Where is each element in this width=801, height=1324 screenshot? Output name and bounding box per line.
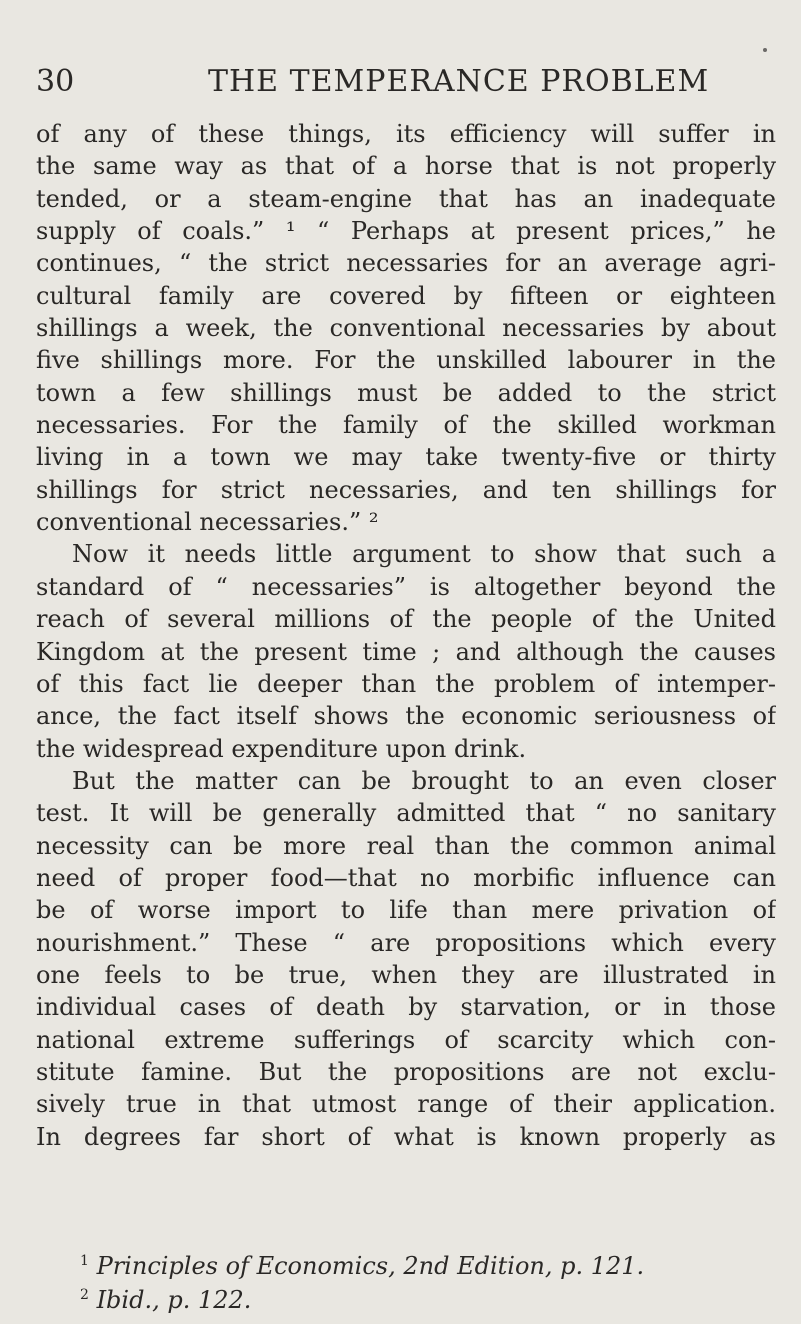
text-line: But the matter can be brought to an even closer (72, 766, 776, 795)
text-line: living in a town we may take twenty-five or thirty (36, 443, 776, 472)
text-line: tended, or a steam-engine that has an inadequate (36, 184, 776, 213)
footnotes (80, 1247, 760, 1315)
text-line: Now it needs little argument to show that such a (72, 540, 776, 569)
page-header (36, 62, 776, 102)
text-line: supply of coals.” ¹ “ Perhaps at present prices,” he (36, 217, 776, 246)
text-line: nourishment.” These “ are propositions which every (36, 928, 776, 957)
text-line: need of proper food—that no morbific influence can (36, 863, 776, 892)
footnote-text: Principles of Economics, 2nd Edition, p. 121. (96, 1252, 645, 1280)
text-line: of any of these things, its efficiency will suffer in (36, 120, 776, 148)
speck (763, 48, 767, 52)
text-line: one feels to be true, when they are illustrated in (36, 960, 776, 989)
body-text (36, 118, 776, 1153)
footnote (80, 1247, 760, 1281)
text-line: individual cases of death by starvation, or in those (36, 993, 776, 1022)
footnote-mark: 2 (80, 1287, 89, 1303)
text-line: necessity can be more real than the common animal (36, 831, 776, 860)
footnote-text: Ibid., p. 122. (96, 1286, 252, 1314)
text-line: In degrees far short of what is known properly as (36, 1122, 776, 1151)
text-line: standard of “ necessaries” is altogether beyond the (36, 572, 776, 601)
page-number: 30 (36, 64, 75, 99)
footnote-mark: 1 (80, 1253, 89, 1269)
text-line: national extreme sufferings of scarcity which con- (36, 1025, 776, 1054)
text-line: sively true in that utmost range of their application. (36, 1090, 776, 1119)
text-line: shillings a week, the conventional necessaries by about (36, 314, 776, 343)
footnote (80, 1281, 760, 1315)
text-line: be of worse import to life than mere privation of (36, 896, 776, 925)
text-line: of this fact lie deeper than the problem of intemper- (36, 669, 776, 698)
text-line: necessaries. For the family of the skilled workman (36, 411, 776, 440)
text-line: the same way as that of a horse that is not properly (36, 152, 776, 181)
text-line: continues, “ the strict necessaries for an average agri- (36, 249, 776, 278)
text-line: Kingdom at the present time ; and although the causes (36, 637, 776, 666)
text-line: conventional necessaries.” ² (36, 508, 379, 537)
running-head: THE TEMPERANCE PROBLEM (208, 64, 710, 99)
text-line: five shillings more. For the unskilled labourer in the (36, 346, 776, 375)
text-line: reach of several millions of the people of the United (36, 605, 776, 634)
text-line: test. It will be generally admitted that “ no sanitary (36, 799, 776, 828)
text-line: stitute famine. But the propositions are not exclu- (36, 1057, 776, 1086)
text-line: town a few shillings must be added to the strict (36, 378, 776, 407)
text-line: the widespread expenditure upon drink. (36, 734, 527, 763)
text-line: ance, the fact itself shows the economic seriousness of (36, 702, 776, 731)
text-line: shillings for strict necessaries, and ten shillings for (36, 475, 776, 504)
text-line: cultural family are covered by fifteen or eighteen (36, 281, 776, 310)
